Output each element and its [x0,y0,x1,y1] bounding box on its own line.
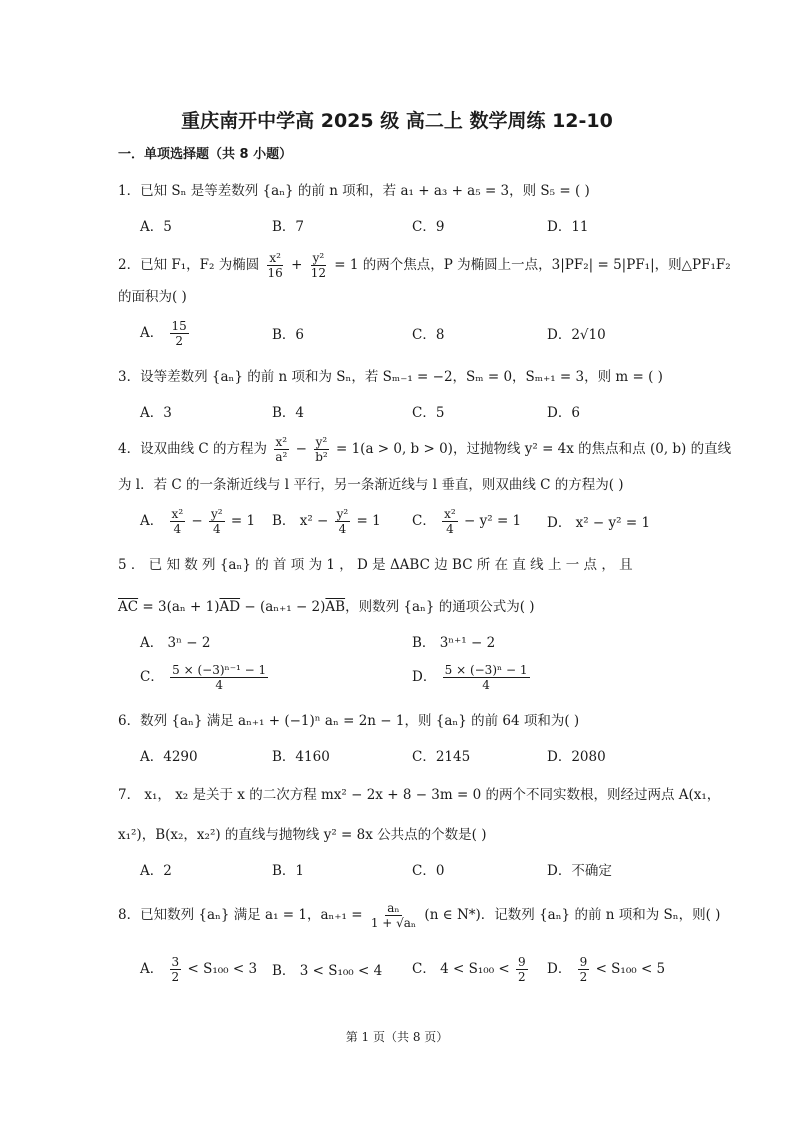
question-1-option-b: B．7 [272,219,305,235]
page-title: 重庆南开中学高 2025 级 高二上 数学周练 12-10 [181,110,613,132]
inequality-end: < S₁₀₀ < 5 [595,961,666,977]
fraction-numerator: y² [336,507,349,521]
question-2-option-c: C．8 [412,327,445,343]
option-fraction [516,955,528,984]
question-7-option-b: B．1 [272,863,305,879]
option-fraction [442,507,458,536]
question-7-option-a: A．2 [140,863,172,879]
question-2-option-d: D．2√10 [547,327,606,343]
question-8-text-b: (n ∈ N*)．记数列 {aₙ} 的前 n 项和为 Sₙ，则( ) [424,907,721,923]
question-7-stem: 7． x₁， x₂ 是关于 x 的二次方程 mx² − 2x + 8 − 3m = 0 的两个不同实数根，则经过两点 A(x₁， [118,787,721,803]
option-label: B． [272,513,296,529]
equation-end: = 1 [230,513,256,529]
fraction-denominator: 2 [171,970,180,984]
question-2-text-b: = 1 的两个焦点，P 为椭圆上一点，3|PF₂| = 5|PF₁|，则△PF₁F₂ [334,257,731,273]
option-fraction [170,955,182,984]
question-3-stem: 3．设等差数列 {aₙ} 的前 n 项和为 Sₙ，若 Sₘ₋₁ = −2，Sₘ = 0，Sₘ₊₁ = 3，则 m = ( ) [118,369,663,385]
section-heading: 一．单项选择题（共 8 小题） [118,147,293,162]
fraction-denominator: 4 [482,678,490,692]
question-6-option-a: A．4290 [140,749,198,765]
question-7-line-2: x₁²)，B(x₂，x₂²) 的直线与抛物线 y² = 8x 公共点的个数是( ) [118,827,487,843]
question-5-line-2 [118,598,535,616]
question-8-stem [118,898,720,932]
question-8-fraction [369,901,418,930]
fraction-denominator: b² [315,450,328,464]
fraction-denominator: 4 [173,522,182,536]
fraction-numerator: x² [275,435,288,449]
fraction-numerator: x² [269,251,281,265]
fraction-numerator: x² [444,507,456,521]
fraction-denominator: 2 [579,970,588,984]
fraction-numerator: 15 [171,319,187,333]
question-1-stem: 1．已知 Sₙ 是等差数列 {aₙ} 的前 n 项和，若 a₁ + a₃ + a₅ = 3，则 S₅ = ( ) [118,183,590,199]
question-4-text-a: 4．设双曲线 C 的方程为 [118,441,268,457]
minus-sign: − [191,513,203,529]
question-4-option-d: D． x² − y² = 1 [547,515,651,531]
fraction-denominator: 16 [267,266,283,280]
option-fraction [578,955,590,984]
option-fraction [209,507,225,536]
text-segment: ，则数列 {aₙ} 的通项公式为( ) [345,599,535,615]
question-3-option-c: C．5 [412,405,445,421]
fraction-denominator: 4 [213,522,221,536]
vector-ab: $\overline{AB}$ [325,599,346,615]
equation-prefix: x² − [299,513,329,529]
plus-sign: + [291,257,303,273]
question-6-option-d: D．2080 [547,749,606,765]
question-2-line-2: 的面积为( ) [118,289,187,305]
equation-end: − y² = 1 [464,513,522,529]
question-4-line-2: 为 l．若 C 的一条渐近线与 l 平行，另一条渐近线与 l 垂直，则双曲线 C 的方程为( ) [118,477,624,493]
fraction-numerator: y² [312,251,325,265]
question-3-option-b: B．4 [272,405,305,421]
question-1-option-d: D．11 [547,219,589,235]
option-label: C． [412,961,436,977]
option-fraction [335,507,351,536]
option-fraction [170,507,186,536]
question-2-option-a [140,318,191,348]
question-2-stem [118,250,731,280]
question-5-option-b: B． 3ⁿ⁺¹ − 2 [412,635,496,651]
fraction-denominator: 4 [446,522,454,536]
fraction-denominator: 2 [518,970,526,984]
question-5-option-c [140,662,270,692]
fraction-denominator: 1 + √aₙ [370,916,417,930]
option-label: C． [412,513,436,529]
fraction-numerator: y² [315,435,328,449]
vector-ad: $\overline{AD}$ [219,599,241,615]
fraction-numerator: 3 [171,955,180,969]
question-8-option-b: B． 3 < S₁₀₀ < 4 [272,963,383,979]
option-label: D． [412,669,437,685]
question-2-text-a: 2．已知 F₁，F₂ 为椭圆 [118,257,260,273]
question-8-option-a [140,954,257,984]
fraction-numerator: 9 [579,955,588,969]
question-6-stem: 6．数列 {aₙ} 满足 aₙ₊₁ + (−1)ⁿ aₙ = 2n − 1，则 {aₙ} 的前 64 项和为( ) [118,713,580,729]
question-2-fraction-2 [309,251,328,280]
question-5-option-a: A． 3ⁿ − 2 [140,635,211,651]
question-2-option-b: B．6 [272,327,305,343]
question-4-fraction-1 [273,435,289,464]
fraction-denominator: 12 [310,266,326,280]
fraction-denominator: 2 [175,334,183,348]
fraction-numerator: aₙ [387,901,400,915]
text-segment: − (aₙ₊₁ − 2) [240,599,326,615]
question-4-text-b: = 1(a > 0, b > 0)，过抛物线 y² = 4x 的焦点和点 (0, b) 的直线 [335,441,732,457]
option-label: C． [140,669,164,685]
question-3-option-a: A．3 [140,405,172,421]
text-segment: = 3(aₙ + 1) [138,599,220,615]
question-4-stem [118,434,731,464]
question-5-stem: 5 ． 已 知 数 列 {aₙ} 的 首 项 为 1 ， D 是 ΔABC 边 BC 所 在 直 线 上 一 点 ， 且 [118,557,633,573]
question-1-option-c: C．9 [412,219,445,235]
minus-sign: − [295,441,307,457]
fraction-numerator: 9 [518,955,526,969]
question-5-option-d [412,662,532,692]
option-label: A． [140,961,164,977]
question-4-fraction-2 [313,435,330,464]
question-4-option-b [272,506,381,536]
option-label: A． [140,513,164,529]
fraction-numerator: x² [171,507,184,521]
inequality-prefix: 4 < S₁₀₀ < [440,961,510,977]
option-a-fraction [170,319,189,348]
question-8-text-a: 8．已知数列 {aₙ} 满足 a₁ = 1，aₙ₊₁ = [118,907,363,923]
option-label: D． [547,961,572,977]
fraction-numerator: y² [211,507,223,521]
question-1-option-a: A．5 [140,219,172,235]
page-footer: 第 1 页（共 8 页） [345,1030,449,1044]
question-8-option-c [412,954,530,984]
option-fraction [443,663,530,692]
vector-ac: $\overline{AC}$ [118,599,139,615]
fraction-denominator: 4 [338,522,347,536]
question-2-fraction-1 [266,251,285,280]
fraction-numerator: 5 × (−3)ⁿ − 1 [444,663,528,677]
question-6-option-c: C．2145 [412,749,471,765]
inequality-end: < S₁₀₀ < 3 [187,961,258,977]
question-6-option-b: B．4160 [272,749,330,765]
option-fraction [170,663,268,692]
fraction-denominator: a² [275,450,288,464]
fraction-denominator: 4 [215,678,223,692]
question-7-option-c: C．0 [412,863,445,879]
question-3-option-d: D．6 [547,405,580,421]
question-4-option-a [140,506,255,536]
option-label: A． [140,325,164,341]
equation-end: = 1 [356,513,381,529]
question-8-option-d [547,954,665,984]
fraction-numerator: 5 × (−3)ⁿ⁻¹ − 1 [172,663,267,677]
question-4-option-c [412,506,521,536]
question-7-option-d: D．不确定 [547,863,612,879]
